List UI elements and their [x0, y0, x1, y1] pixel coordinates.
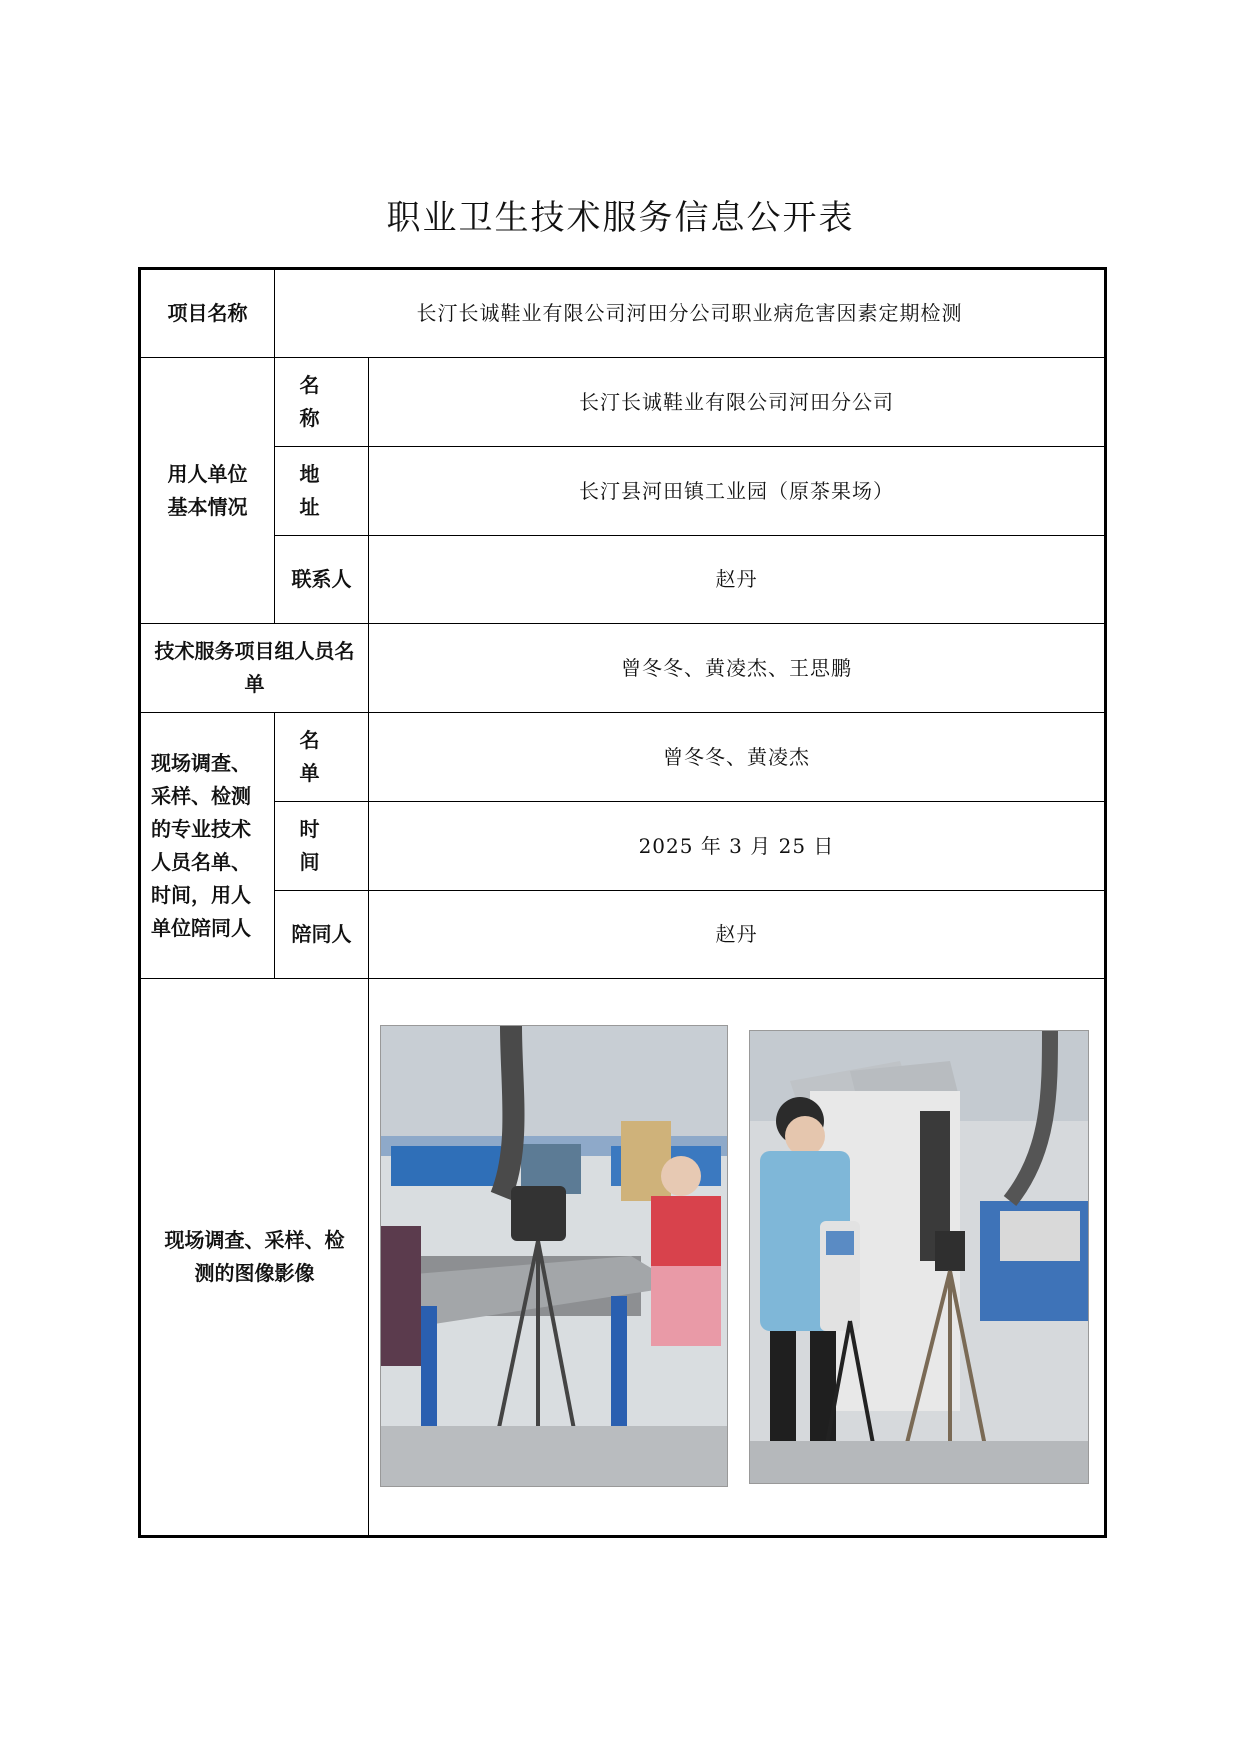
employer-address-label: 地 址	[299, 462, 344, 519]
project-name-value: 长汀长诚鞋业有限公司河田分公司职业病危害因素定期检测	[416, 301, 963, 325]
photo-sampling-at-machine	[749, 1030, 1089, 1484]
employer-contact-label: 联系人	[291, 567, 352, 591]
images-label: 现场调查、采样、检测的图像影像	[164, 1228, 345, 1285]
employer-name-value: 长汀长诚鞋业有限公司河田分公司	[579, 389, 894, 414]
employer-address-value: 长汀县河田镇工业园（原茶果场）	[579, 478, 894, 503]
onsite-time-value: 2025 年 3 月 25 日	[638, 833, 835, 858]
team-label: 技术服务项目组人员名单	[154, 639, 355, 696]
onsite-list-value: 曾冬冬、黄凌杰	[663, 744, 810, 769]
employer-name-label: 名 称	[299, 373, 344, 430]
info-table	[138, 267, 1107, 1538]
page-title: 职业卫生技术服务信息公开表	[386, 198, 855, 238]
photo-sampling-at-workbench	[380, 1025, 728, 1487]
team-value: 曾冬冬、黄凌杰、王思鹏	[621, 655, 852, 680]
onsite-list-label: 名 单	[299, 728, 344, 785]
onsite-group-label: 现场调查、采样、检测的专业技术人员名单、时间，用人单位陪同人	[151, 750, 251, 940]
onsite-escort-value: 赵丹	[715, 922, 758, 946]
project-name-label: 项目名称	[167, 301, 248, 325]
onsite-time-label: 时 间	[299, 817, 344, 874]
onsite-escort-label: 陪同人	[291, 922, 352, 946]
employer-group-label: 用人单位基本情况	[167, 461, 248, 519]
employer-contact-value: 赵丹	[715, 567, 758, 591]
